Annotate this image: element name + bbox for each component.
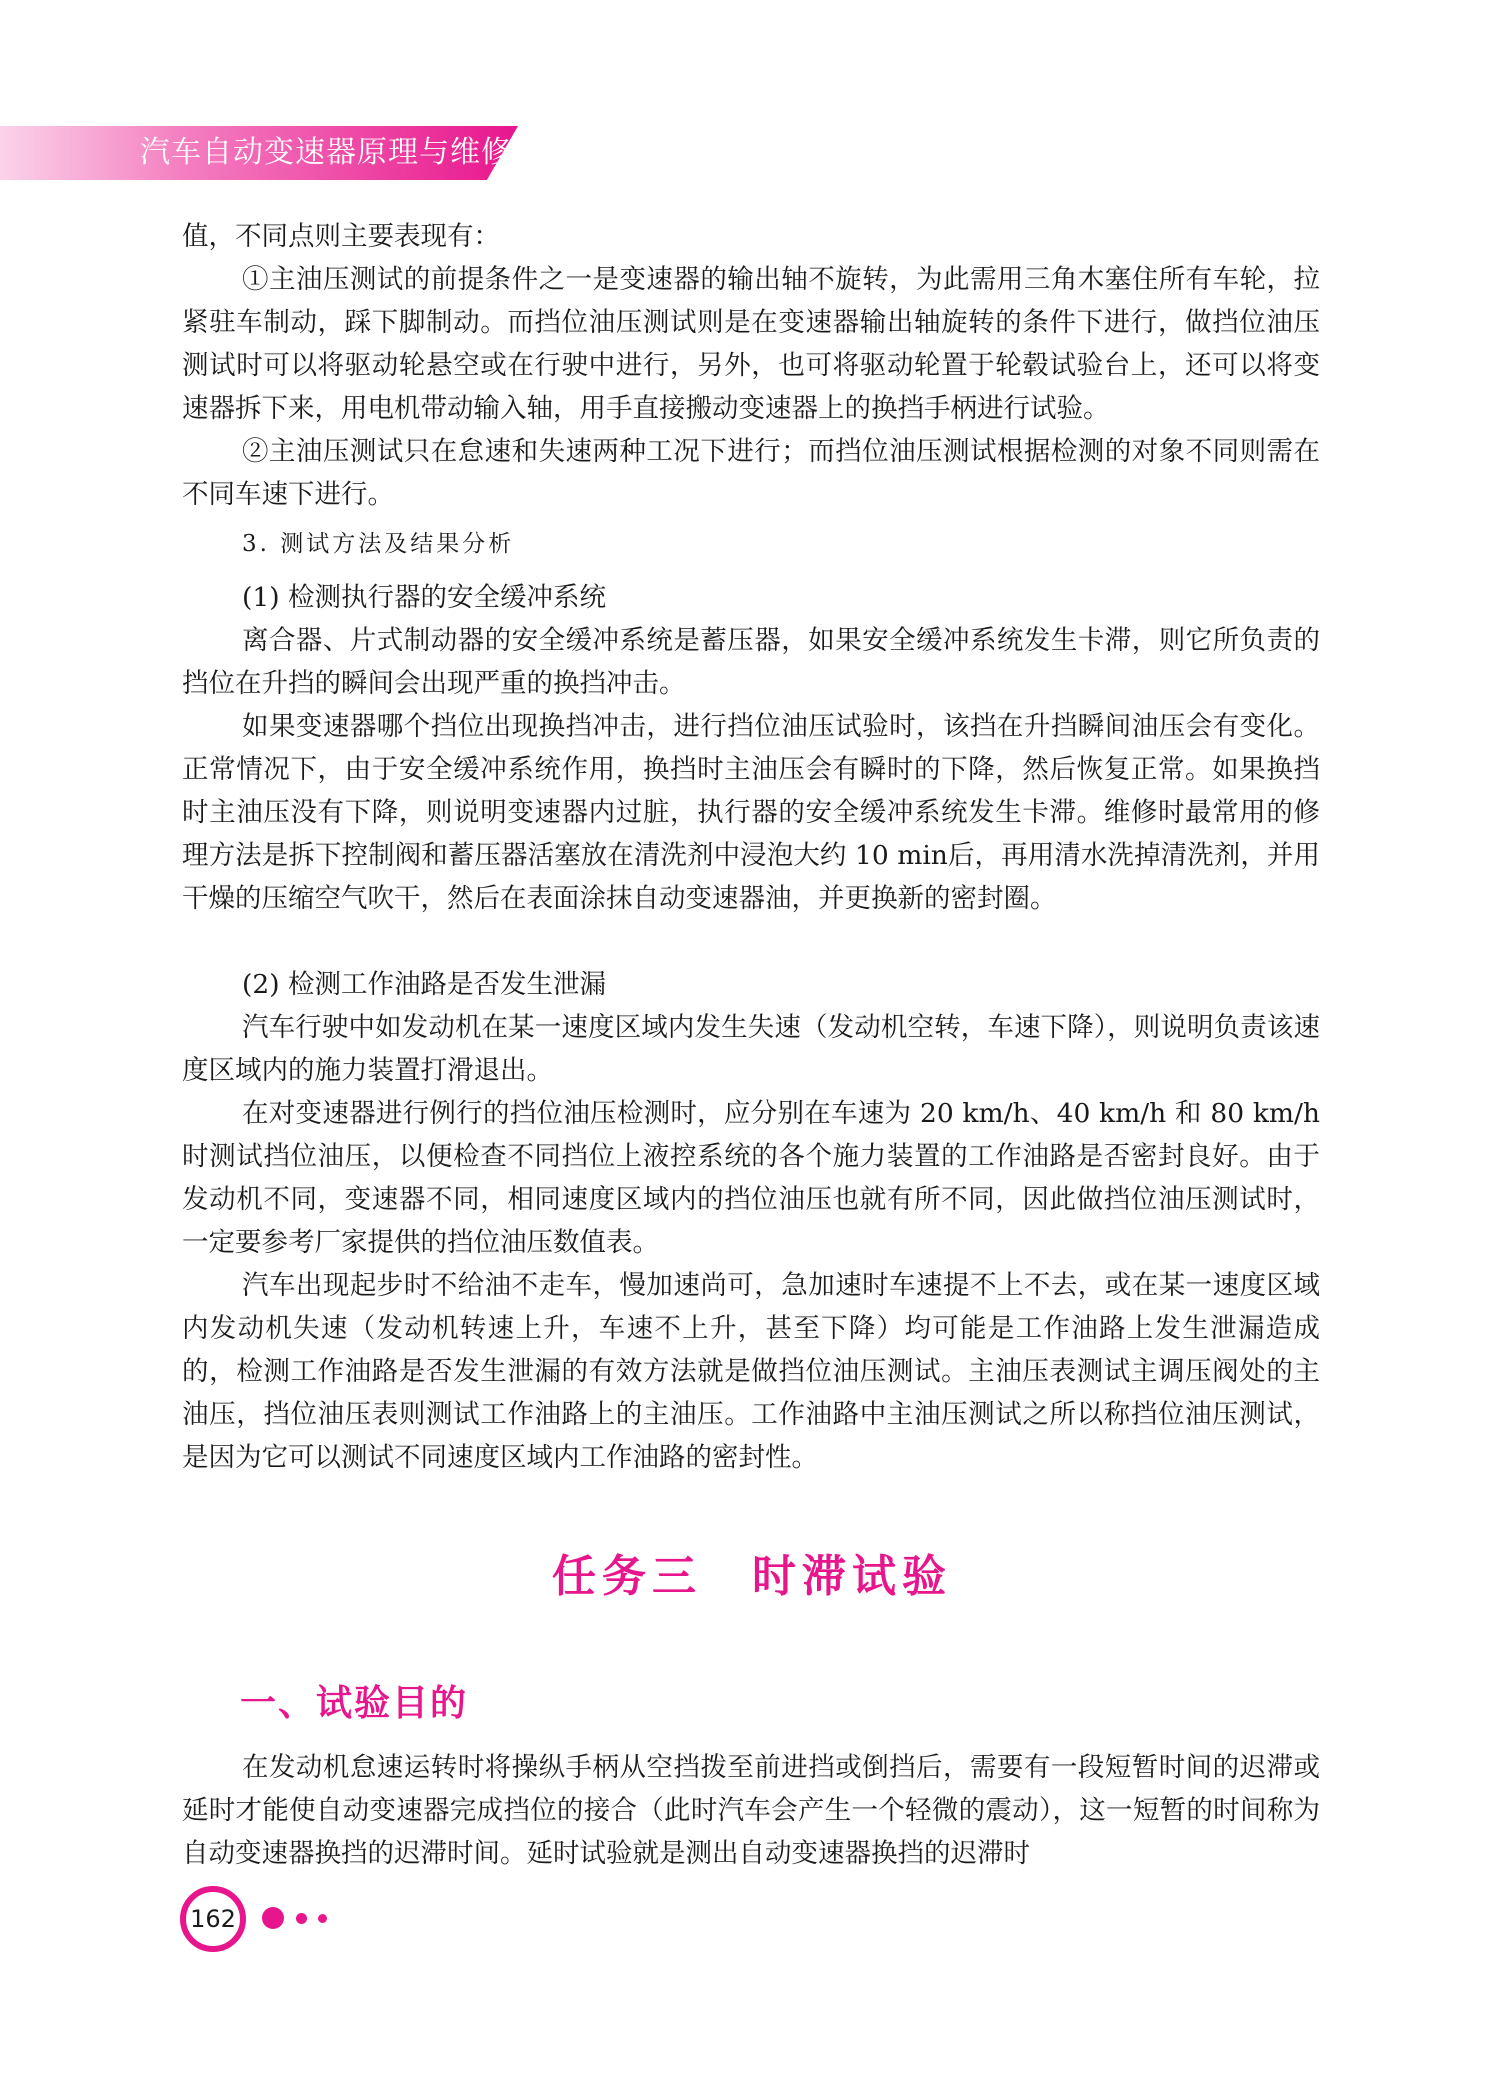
dot-decoration — [318, 1914, 327, 1923]
task-title: 任务三 时滞试验 — [552, 1551, 952, 1602]
paragraph: ①主油压测试的前提条件之一是变速器的输出轴不旋转，为此需用三角木塞住所有车轮，拉紧驻车制动，踩下脚制动。而挡位油压测试则是在变速器输出轴旋转的条件下进行，做挡位油压测试时可以将驱动轮悬空或在行驶中进行，另外，也可将驱动轮置于轮毂试验台上，还可以将变速器拆下来，用电机带动输入轴，用手直接搬动变速器上的换挡手柄进行试验。 — [182, 264, 1320, 424]
dot-decoration — [262, 1907, 284, 1929]
subheading: (2) 检测工作油路是否发生泄漏 — [242, 969, 606, 1000]
section-title: 一、试验目的 — [240, 1683, 469, 1724]
subheading: 3. 测试方法及结果分析 — [242, 531, 515, 557]
paragraph: 值，不同点则主要表现有： — [182, 221, 500, 252]
paragraph: ②主油压测试只在怠速和失速两种工况下进行；而挡位油压测试根据检测的对象不同则需在不同车速下进行。 — [182, 436, 1320, 510]
paragraph: 汽车出现起步时不给油不走车，慢加速尚可，急加速时车速提不上不去，或在某一速度区域内发动机失速（发动机转速上升，车速不上升，甚至下降）均可能是工作油路上发生泄漏造成的，检测工作油路是否发生泄漏的有效方法就是做挡位油压测试。主油压表测试主调压阀处的主油压，挡位油压表则测试工作油路上的主油压。工作油路中主油压测试之所以称挡位油压测试，是因为它可以测试不同速度区域内工作油路的密封性。 — [182, 1270, 1320, 1473]
page-number: 162 — [180, 1886, 246, 1952]
paragraph: 如果变速器哪个挡位出现换挡冲击，进行挡位油压试验时，该挡在升挡瞬间油压会有变化。正常情况下，由于安全缓冲系统作用，换挡时主油压会有瞬时的下降，然后恢复正常。如果换挡时主油压没有下降，则说明变速器内过脏，执行器的安全缓冲系统发生卡滞。维修时最常用的修理方法是拆下控制阀和蓄压器活塞放在清洗剂中浸泡大约 10 min后，再用清水洗掉清洗剂，并用干燥的压缩空气吹干，然后在表面涂抹自动变速器油，并更换新的密封圈。 — [182, 711, 1320, 914]
paragraph: 汽车行驶中如发动机在某一速度区域内发生失速（发动机空转，车速下降），则说明负责该速度区域内的施力装置打滑退出。 — [182, 1012, 1320, 1086]
book-title: 汽车自动变速器原理与维修 — [140, 135, 512, 170]
paragraph: 在发动机怠速运转时将操纵手柄从空挡拨至前进挡或倒挡后，需要有一段短暂时间的迟滞或延时才能使自动变速器完成挡位的接合（此时汽车会产生一个轻微的震动），这一短暂的时间称为自动变速器换挡的迟滞时间。延时试验就是测出自动变速器换挡的迟滞时 — [182, 1752, 1320, 1869]
subheading: (1) 检测执行器的安全缓冲系统 — [242, 582, 606, 613]
paragraph: 离合器、片式制动器的安全缓冲系统是蓄压器，如果安全缓冲系统发生卡滞，则它所负责的挡位在升挡的瞬间会出现严重的换挡冲击。 — [182, 625, 1320, 699]
paragraph: 在对变速器进行例行的挡位油压检测时，应分别在车速为 20 km/h、40 km/h 和 80 km/h时测试挡位油压，以便检查不同挡位上液控系统的各个施力装置的工作油路是否密封良好。由于发动机不同，变速器不同，相同速度区域内的挡位油压也就有所不同，因此做挡位油压测试时，一定要参考厂家提供的挡位油压数值表。 — [182, 1098, 1320, 1258]
dot-decoration — [296, 1913, 307, 1924]
